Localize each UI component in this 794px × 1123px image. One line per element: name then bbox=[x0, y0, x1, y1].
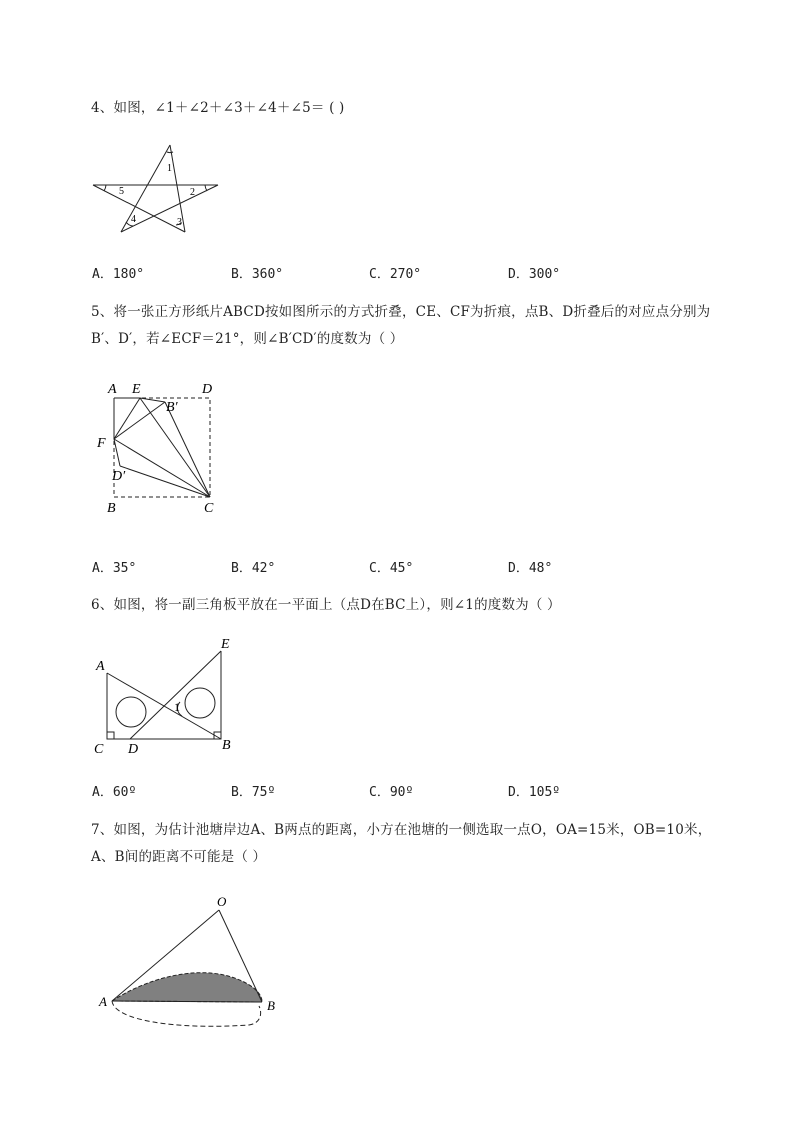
q5-option-d[interactable]: D．48° bbox=[508, 561, 553, 576]
q6-label-a: A bbox=[96, 659, 105, 674]
q5-option-b[interactable]: B．42° bbox=[231, 561, 276, 576]
q7-label-o: O bbox=[217, 894, 227, 909]
q7-label-a: A bbox=[99, 994, 107, 1009]
q5-option-a[interactable]: A．35° bbox=[92, 561, 137, 576]
q6-option-b[interactable]: B．75º bbox=[231, 785, 276, 800]
q6-label-c: C bbox=[94, 742, 104, 757]
q4-angle-label-3: 3 bbox=[177, 217, 182, 228]
q4-option-c[interactable]: C．270° bbox=[369, 267, 422, 282]
q7-label-b: B bbox=[267, 998, 275, 1013]
q5-label-b: B bbox=[107, 501, 116, 516]
q6-label-b: B bbox=[222, 738, 231, 753]
q5-option-c[interactable]: C．45° bbox=[369, 561, 414, 576]
q5-label-c: C bbox=[204, 501, 214, 516]
q4-angle-label-5: 5 bbox=[119, 186, 124, 197]
q4-option-d[interactable]: D．300° bbox=[508, 267, 561, 282]
q4-angle-label-2: 2 bbox=[190, 187, 195, 198]
q5-label-a: A bbox=[108, 382, 117, 397]
q7-text-line1: 7、如图，为估计池塘岸边A、B两点的距离，小方在池塘的一侧选取一点O，OA=15米，OB=10米， bbox=[91, 822, 712, 838]
q5-text-line2: B′、D′，若∠ECF＝21°，则∠B′CD′的度数为（ ） bbox=[91, 331, 404, 347]
q4-star-figure bbox=[88, 140, 228, 240]
q4-angle-label-4: 4 bbox=[131, 214, 136, 225]
q5-square-fold-figure bbox=[94, 380, 234, 520]
q6-option-a[interactable]: A．60º bbox=[92, 785, 137, 800]
q7-text-line2: A、B间的距离不可能是（ ） bbox=[91, 849, 267, 865]
q6-label-angle-1: 1 bbox=[174, 700, 180, 714]
q4-angle-label-1: 1 bbox=[167, 163, 172, 174]
q6-triangle-boards-figure bbox=[90, 633, 240, 758]
q5-label-e: E bbox=[132, 382, 141, 397]
q4-option-b[interactable]: B．360° bbox=[231, 267, 284, 282]
q5-text-line1: 5、将一张正方形纸片ABCD按如图所示的方式折叠，CE、CF为折痕，点B、D折叠后的对应点分别为 bbox=[91, 304, 711, 320]
q7-pond-figure bbox=[94, 892, 294, 1032]
q6-option-d[interactable]: D．105º bbox=[508, 785, 561, 800]
q6-label-e: E bbox=[221, 637, 230, 652]
q5-label-d-prime: D′ bbox=[112, 469, 126, 484]
q5-label-d: D bbox=[202, 382, 213, 397]
q4-text: 4、如图，∠1＋∠2＋∠3＋∠4＋∠5＝ ( ) bbox=[91, 100, 345, 116]
q6-text: 6、如图，将一副三角板平放在一平面上（点D在BC上），则∠1的度数为（ ） bbox=[91, 597, 561, 613]
q6-option-c[interactable]: C．90º bbox=[369, 785, 414, 800]
q5-label-b-prime: B′ bbox=[166, 400, 178, 415]
q6-label-d: D bbox=[128, 742, 139, 757]
q5-label-f: F bbox=[97, 436, 106, 451]
q4-option-a[interactable]: A．180° bbox=[92, 267, 145, 282]
